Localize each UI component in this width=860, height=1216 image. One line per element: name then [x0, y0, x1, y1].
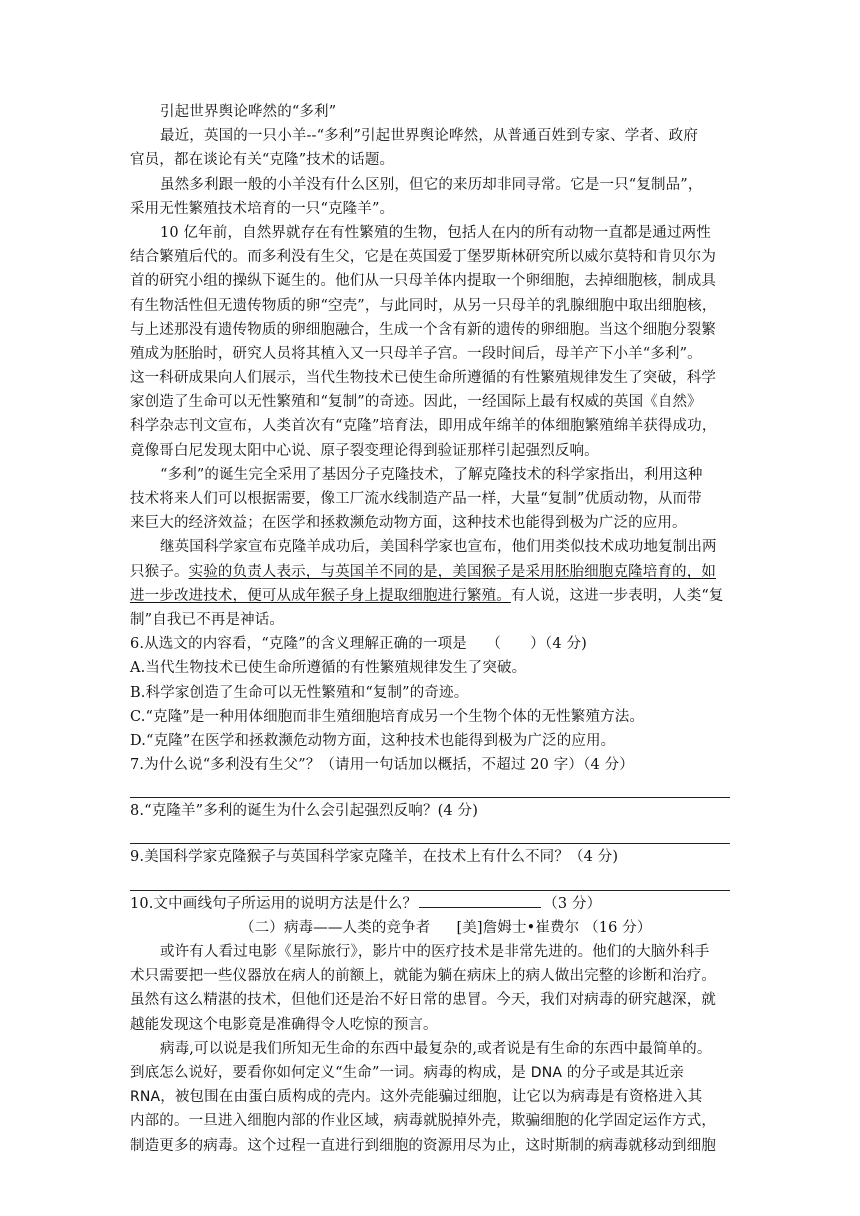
text-line: 虽然有这么精湛的技术，但他们还是治不好日常的患冒。今天，我们对病毒的研究越深，就: [130, 992, 716, 1009]
question-10: [130, 892, 730, 916]
answer-line-7[interactable]: [130, 777, 730, 798]
exam-page: [130, 100, 730, 1158]
text-line: 有生物活性但无遗传物质的卵“空壳”，与此同时，从另一只母羊的乳腺细胞中取出细胞核，: [130, 297, 717, 314]
question-9: 9.美国科学家克隆猴子与英国科学家克隆羊，在技术上有什么不同？（4 分): [130, 849, 619, 866]
text-line: 家创造了生命可以无性繁殖和“复制”的奇迹。因此，一经国际上最有权威的英国《自然》: [130, 394, 702, 411]
text-line: 最近，英国的一只小羊--“多利”引起世界舆论哗然，从普通百姓到专家、学者、政府: [160, 128, 698, 145]
text-line: 技术将来人们可以根据需要，像工厂流水线制造产品一样，大量“复制”优质动物，从而带: [130, 491, 702, 507]
question-10-score: （3 分）: [543, 895, 602, 912]
text-run: 有人说，这进一步表明，人类“复: [510, 587, 724, 604]
option-b[interactable]: B.科学家创造了生命可以无性繁殖和“复制”的奇迹。: [130, 684, 469, 701]
article-title: 引起世界舆论哗然的“多利”: [160, 104, 337, 120]
text-line: 虽然多利跟一般的小羊没有什么区别，但它的来历却非同寻常。它是一只“复制品”，: [160, 176, 703, 193]
text-run-rna: RNA: [130, 1089, 161, 1106]
text-line: [130, 1061, 730, 1085]
text-line: 越能发现这个电影竟是准确得令人吃惊的预言。: [130, 1016, 438, 1033]
text-line: [130, 1085, 730, 1109]
text-line: 内部的。一旦进入细胞内部的作业区域，病毒就脱掉外壳，欺骗细胞的化学固定运作方式，: [130, 1113, 716, 1130]
text-run: ，被包围在由蛋白质构成的壳内。这外壳能骗过细胞，让它以为病毒是有资格进入其: [160, 1089, 703, 1106]
article-paragraph-2: [130, 173, 730, 221]
text-run: 只猴子。: [130, 563, 189, 580]
answer-blank-10[interactable]: [419, 893, 541, 908]
article-paragraph-5: [130, 535, 730, 632]
text-run: 到底怎么说好，要看你如何定义“生命”一词。病毒的构成，是: [130, 1064, 527, 1081]
text-line: 制造更多的病毒。这个过程一直进行到细胞的资源用尽为止，这时斯制的病毒就移动到细胞: [130, 1137, 716, 1154]
text-line: 继英国科学家宣布克隆羊成功后，美国科学家也宣布，他们用类似技术成功地复制出两: [160, 539, 717, 556]
question-10-text: 10.文中画线句子所运用的说明方法是什么？: [130, 895, 418, 912]
text-line: 10 亿年前，自然界就存在有性繁殖的生物，包括人在内的所有动物一直都是通过两性: [160, 224, 711, 241]
text-line: 术只需要把一些仪器放在病人的前额上，就能为躺在病床上的病人做出完整的诊断和治疗。: [130, 968, 716, 985]
text-line: 与上述那没有遗传物质的卵细胞融合，生成一个含有新的遗传的卵细胞。当这个细胞分裂繁: [130, 321, 716, 338]
text-line: 来巨大的经济效益；在医学和拯救濒危动物方面，这种技术也能得到极为广泛的应用。: [130, 515, 687, 532]
section-title: （二）病毒——人类的竞争者: [240, 919, 431, 936]
question-6: 6.从选文的内容看，“克隆”的含义理解正确的一项是 （ ）（4 分): [130, 636, 587, 653]
text-line: 首的研究小组的操纵下诞生的。他们从一只母羊体内提取一个卵细胞，去掉细胞核，制成具: [130, 273, 716, 290]
option-a[interactable]: A.当代生物技术已使生命所遵循的有性繁殖规律发生了突破。: [130, 660, 527, 677]
text-line: 或许有人看过电影《星际旅行》，影片中的医疗技术是非常先进的。他们的大脑外科手: [160, 944, 710, 960]
text-line: 采用无性繁殖技术培育的一只“克隆羊”。: [130, 200, 395, 217]
underlined-sentence: 实验的负责人表示，与英国羊不同的是，美国猴子是采用胚胎细胞克隆培育的，如: [188, 563, 717, 580]
section-heading: [130, 916, 730, 940]
text-line: 竟像哥白尼发现太阳中心说、原子裂变理论得到验证那样引起强烈反响。: [130, 442, 599, 459]
text-line: 结合繁殖后代的。而多利没有生父，它是在英国爱丁堡罗斯林研究所以威尔莫特和肯贝尔为: [130, 249, 716, 266]
text-line: 制”自我已不再是神话。: [130, 611, 285, 628]
article2-paragraph-1: [130, 940, 730, 1037]
text-line: 殖成为胚胎时，研究人员将其植入又一只母羊子宫。一段时间后，母羊产下小羊“多利”。: [130, 345, 702, 362]
option-d[interactable]: D.“克隆”在医学和拯救濒危动物方面，这种技术也能得到极为广泛的应用。: [130, 732, 616, 749]
text-line: 这一科研成果向人们展示，当代生物技术已使生命所遵循的有性繁殖规律发生了突破，科学: [130, 370, 716, 387]
text-line: 官员，都在谈论有关“克隆”技术的话题。: [130, 152, 395, 169]
text-line: [130, 560, 730, 584]
text-line: [130, 584, 730, 608]
answer-line-9[interactable]: [130, 870, 730, 891]
text-line: 病毒,可以说是我们所知无生命的东西中最复杂的,或者说是有生命的东西中最简单的。: [160, 1040, 712, 1057]
text-run-dna: DNA: [530, 1064, 563, 1081]
article-paragraph-3: [130, 221, 730, 463]
article-paragraph-4: [130, 463, 730, 536]
section-author: [美]詹姆士•崔费尔 （16 分）: [456, 919, 652, 936]
underlined-sentence: 进一步改进技术，便可从成年猴子身上提取细胞进行繁殖。: [130, 587, 511, 604]
question-7: 7.为什么说“多利没有生父”？（请用一句话加以概括，不超过 20 字）（4 分）: [130, 757, 634, 774]
answer-line-8[interactable]: [130, 823, 730, 844]
article-paragraph-1: [130, 124, 730, 172]
text-line: “多利”的诞生完全采用了基因分子克隆技术，了解克隆技术的科学家指出，利用这种: [160, 466, 703, 483]
question-8: 8.“克隆羊”多利的诞生为什么会引起强烈反响？(4 分): [130, 803, 479, 820]
text-line: 科学杂志刊文宣布，人类首次有“克隆”培育法，即用成年绵羊的体细胞繁殖绵羊获得成功，: [130, 418, 717, 435]
text-run: 的分子或是其近亲: [566, 1064, 685, 1081]
option-c[interactable]: C.“克隆”是一种用体细胞而非生殖细胞培育成另一个生物个体的无性繁殖方法。: [130, 708, 645, 725]
article2-paragraph-2: [130, 1037, 730, 1158]
